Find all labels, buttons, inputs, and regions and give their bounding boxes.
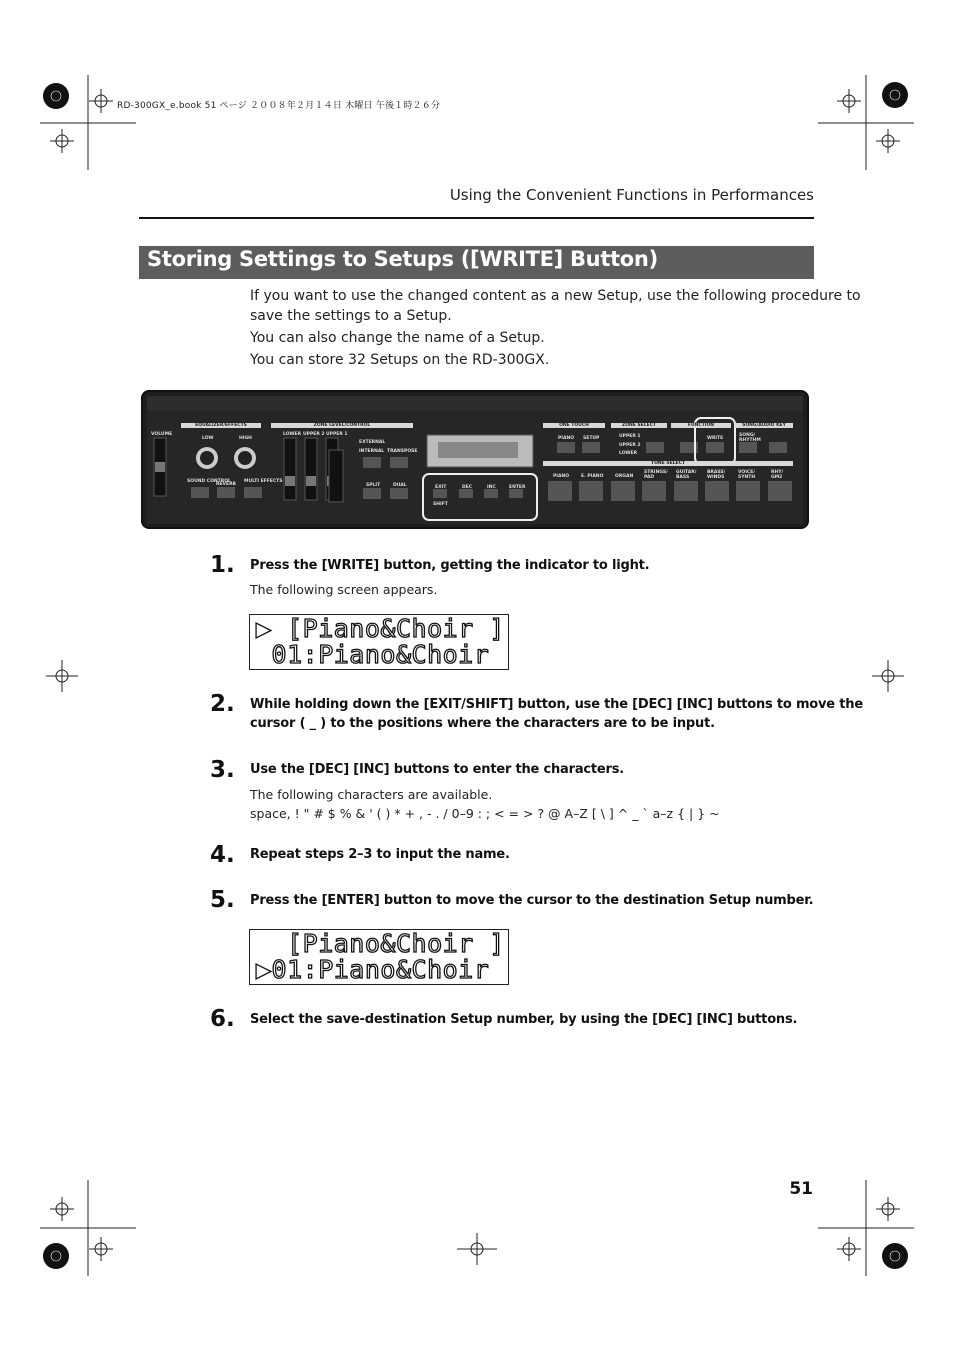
panel-tone-select: TONE SELECT [543, 461, 793, 466]
step-1-number: 1. [210, 552, 235, 578]
step-4-number: 4. [210, 842, 235, 868]
panel-body [141, 390, 809, 529]
print-header-note: RD-300GX_e.book 51 ページ ２００８年２月１４日 木曜日 午後１時２６分 [117, 101, 441, 111]
lcd-2-line-2: ▶01:Piano&Choir [256, 955, 490, 984]
panel-zone-select: ZONE SELECT [611, 423, 667, 428]
panel-setup-label: SETUP [583, 436, 600, 441]
panel-tone-epiano: E. PIANO [581, 474, 604, 479]
panel-low-label: LOW [202, 436, 214, 441]
intro-line-3: You can also change the name of a Setup. [250, 330, 545, 346]
panel-upper1-label: UPPER 1 [326, 432, 348, 437]
step-1-text: Press the [WRITE] button, getting the indicator to light. [250, 558, 650, 573]
panel-tone-organ: ORGAN [615, 474, 634, 479]
panel-tone-guitar: GUITAR/ BASS [676, 470, 697, 480]
intro-line-4: You can store 32 Setups on the RD-300GX. [250, 352, 550, 368]
step-2-text-line-1: While holding down the [EXIT/SHIFT] button, use the [DEC] [INC] buttons to move the [250, 697, 863, 712]
lcd-screen-2 [249, 929, 509, 985]
panel-internal-label: INTERNAL [359, 449, 385, 454]
step-6-number: 6. [210, 1006, 235, 1032]
lcd-screen-1 [249, 614, 509, 670]
panel-one-touch: ONE TOUCH [543, 423, 605, 428]
panel-dual-label: DUAL [393, 483, 407, 488]
panel-function: FUNCTION [671, 423, 731, 428]
step-4-text: Repeat steps 2–3 to input the name. [250, 847, 510, 862]
panel-shift-label: SHIFT [433, 502, 448, 507]
panel-zs-upper2-label: UPPER 2 [619, 443, 641, 448]
header-rule [139, 217, 814, 219]
panel-exit-label: EXIT [435, 485, 447, 490]
panel-dec-label: DEC [462, 485, 473, 490]
panel-song-rhythm-label: SONG/ RHYTHM [739, 433, 761, 443]
running-header: Using the Convenient Functions in Performances [449, 186, 814, 204]
lcd-1-line-2: 01:Piano&Choir [256, 640, 490, 669]
panel-volume-label: VOLUME [151, 432, 173, 437]
step-2-number: 2. [210, 691, 235, 717]
intro-line-1: If you want to use the changed content as a new Setup, use the following procedure to [250, 288, 861, 304]
panel-transpose-label: TRANSPOSE [387, 449, 418, 454]
panel-zone-section: ZONE LEVEL/CONTROL [271, 423, 413, 428]
panel-high-label: HIGH [239, 436, 252, 441]
panel-inc-label: INC [487, 485, 496, 490]
step-3-text: Use the [DEC] [INC] buttons to enter the characters. [250, 762, 625, 777]
panel-sound-control-label: SOUND CONTROL [187, 479, 231, 484]
section-title: Storing Settings to Setups ([WRITE] Button) [147, 247, 658, 271]
step-1-note: The following screen appears. [250, 582, 438, 597]
panel-split-label: SPLIT [366, 483, 381, 488]
panel-enter-label: ENTER [509, 485, 526, 490]
panel-eq-section: EQUALIZER/EFFECTS [181, 423, 261, 428]
panel-zs-upper1-label: UPPER 1 [619, 434, 641, 439]
panel-reverb-label: REVERB [216, 482, 236, 487]
panel-tone-piano: PIANO [553, 474, 570, 479]
panel-tone-rhy: RHY/ GM2 [771, 470, 784, 480]
step-3-note-line-2: space, ! " # $ % & ' ( ) * + , - . / 0–9 : ; < = > ? @ A–Z [ \ ] ^ _ ` a–z { | } ~ [250, 806, 720, 821]
intro-line-2: save the settings to a Setup. [250, 308, 452, 324]
panel-tone-brass: BRASS/ WINDS [707, 470, 726, 480]
front-panel-illustration [141, 390, 809, 529]
panel-external-label: EXTERNAL [359, 440, 386, 445]
step-3-note-line-1: The following characters are available. [250, 787, 493, 802]
page-number: 51 [789, 1179, 813, 1199]
panel-lower-label: LOWER [283, 432, 302, 437]
lcd-1-line-1: ▶ [Piano&Choir ] [256, 614, 505, 643]
step-5-text: Press the [ENTER] button to move the cursor to the destination Setup number. [250, 893, 814, 908]
lcd-2-line-1: [Piano&Choir ] [256, 929, 505, 958]
panel-piano-label: PIANO [558, 436, 575, 441]
panel-tone-voice: VOICE/ SYNTH [738, 470, 756, 480]
step-6-text: Select the save-destination Setup number, by using the [DEC] [INC] buttons. [250, 1012, 798, 1027]
panel-song-audio-key: SONG/AUDIO KEY [735, 423, 793, 428]
step-2-text-line-2: cursor ( _ ) to the positions where the characters are to be input. [250, 716, 715, 731]
panel-write-label: WRITE [707, 436, 724, 441]
step-3-number: 3. [210, 757, 235, 783]
panel-multi-effects-label: MULTI EFFECTS [244, 479, 283, 484]
step-5-number: 5. [210, 887, 235, 913]
panel-zs-lower-label: LOWER [619, 451, 638, 456]
panel-upper2-label: UPPER 2 [303, 432, 325, 437]
panel-tone-strings: STRINGS/ PAD [644, 470, 668, 480]
